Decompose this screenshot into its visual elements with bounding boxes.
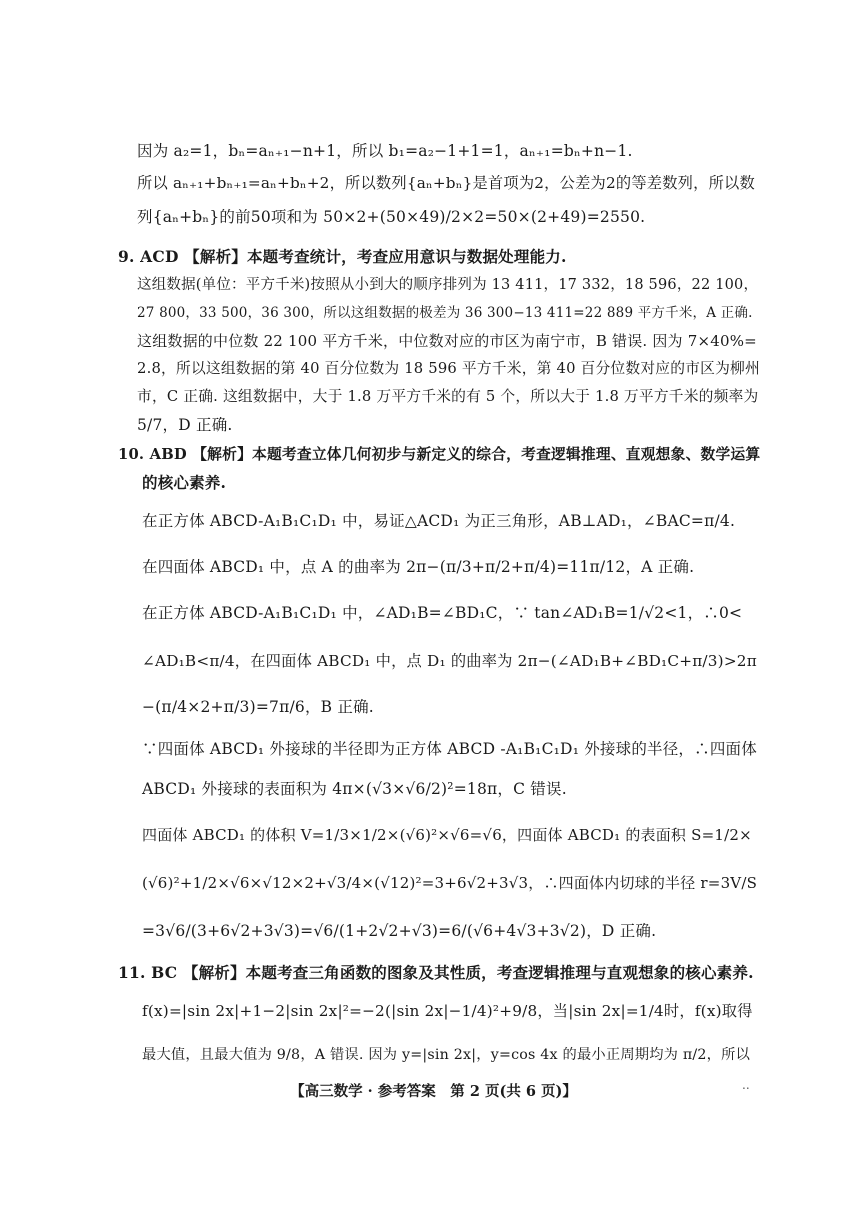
q10-heading: 10. ABD 【解析】本题考查立体几何初步与新定义的综合，考查逻辑推理、直观想象、数学运算 <box>118 446 761 463</box>
q10-line-4: ∠AD₁B<π/4，在四面体 ABCD₁ 中，点 D₁ 的曲率为 2π−(∠AD₁B+∠BD₁C+π/3)>2π <box>142 652 757 670</box>
q10-line-5: −(π/4×2+π/3)=7π/6，B 正确. <box>142 698 374 716</box>
q9-line-4: 2.8，所以这组数据的第 40 百分位数为 18 596 平方千米，第 40 百分位数对应的市区为柳州 <box>137 360 760 377</box>
q9-line-1: 这组数据(单位：平方千米)按照从小到大的顺序排列为 13 411，17 332，18 596，22 100， <box>137 277 759 293</box>
q10-line-7: ABCD₁ 外接球的表面积为 4π×(√3×√6/2)²=18π，C 错误. <box>142 780 567 798</box>
q10-line-8: 四面体 ABCD₁ 的体积 V=1/3×1/2×(√6)²×√6=√6，四面体 ABCD₁ 的表面积 S=1/2× <box>142 826 752 844</box>
q10-line-1: 在正方体 ABCD-A₁B₁C₁D₁ 中，易证△ACD₁ 为正三角形，AB⊥AD₁，∠BAC=π/4. <box>142 512 736 530</box>
intro-line-2: 所以 aₙ₊₁+bₙ₊₁=aₙ+bₙ+2，所以数列{aₙ+bₙ}是首项为2，公差为2的等差数列，所以数 <box>137 174 755 192</box>
footer-mark: .. <box>742 1078 750 1092</box>
q11-heading: 11. BC 【解析】本题考查三角函数的图象及其性质，考查逻辑推理与直观想象的核心素养. <box>118 963 754 982</box>
q9-line-3: 这组数据的中位数 22 100 平方千米，中位数对应的市区为南宁市，B 错误. 因为 7×40%= <box>137 332 757 350</box>
q11-line-2: 最大值，且最大值为 9/8，A 错误. 因为 y=|sin 2x|，y=cos 4x 的最小正周期均为 π/2，所以 <box>142 1047 751 1063</box>
q9-line-2: 27 800，33 500，36 300，所以这组数据的极差为 36 300−13 411=22 889 平方千米，A 正确. <box>137 305 753 321</box>
page-footer: 【高三数学 · 参考答案 第 2 页(共 6 页)】 <box>290 1083 577 1100</box>
q9-line-5: 市，C 正确. 这组数据中，大于 1.8 万平方千米的有 5 个，所以大于 1.8 万平方千米的频率为 <box>137 388 759 405</box>
q10-line-10: =3√6/(3+6√2+3√3)=√6/(1+2√2+√3)=6/(√6+4√3+3√2)，D 正确. <box>142 922 657 940</box>
intro-line-3: 列{aₙ+bₙ}的前50项和为 50×2+(50×49)/2×2=50×(2+49)=2550. <box>137 208 646 226</box>
q10-line-6: ∵四面体 ABCD₁ 外接球的半径即为正方体 ABCD -A₁B₁C₁D₁ 外接球的半径，∴四面体 <box>142 740 757 758</box>
q9-heading: 9. ACD 【解析】本题考查统计，考查应用意识与数据处理能力. <box>118 247 567 266</box>
q9-line-6: 5/7，D 正确. <box>137 416 233 434</box>
q10-line-9: (√6)²+1/2×√6×√12×2+√3/4×(√12)²=3+6√2+3√3，∴四面体内切球的半径 r=3V/S <box>142 874 758 892</box>
intro-line-1: 因为 a₂=1，bₙ=aₙ₊₁−n+1，所以 b₁=a₂−1+1=1，aₙ₊₁=bₙ+n−1. <box>137 142 633 160</box>
q11-line-1: f(x)=|sin 2x|+1−2|sin 2x|²=−2(|sin 2x|−1/4)²+9/8，当|sin 2x|=1/4时，f(x)取得 <box>142 1002 753 1020</box>
q10-line-2: 在四面体 ABCD₁ 中，点 A 的曲率为 2π−(π/3+π/2+π/4)=11π/12，A 正确. <box>142 558 695 576</box>
q10-line-3: 在正方体 ABCD-A₁B₁C₁D₁ 中，∠AD₁B=∠BD₁C，∵ tan∠AD₁B=1/√2<1，∴0< <box>142 604 743 622</box>
q10-heading-cont: 的核心素养. <box>142 473 227 492</box>
